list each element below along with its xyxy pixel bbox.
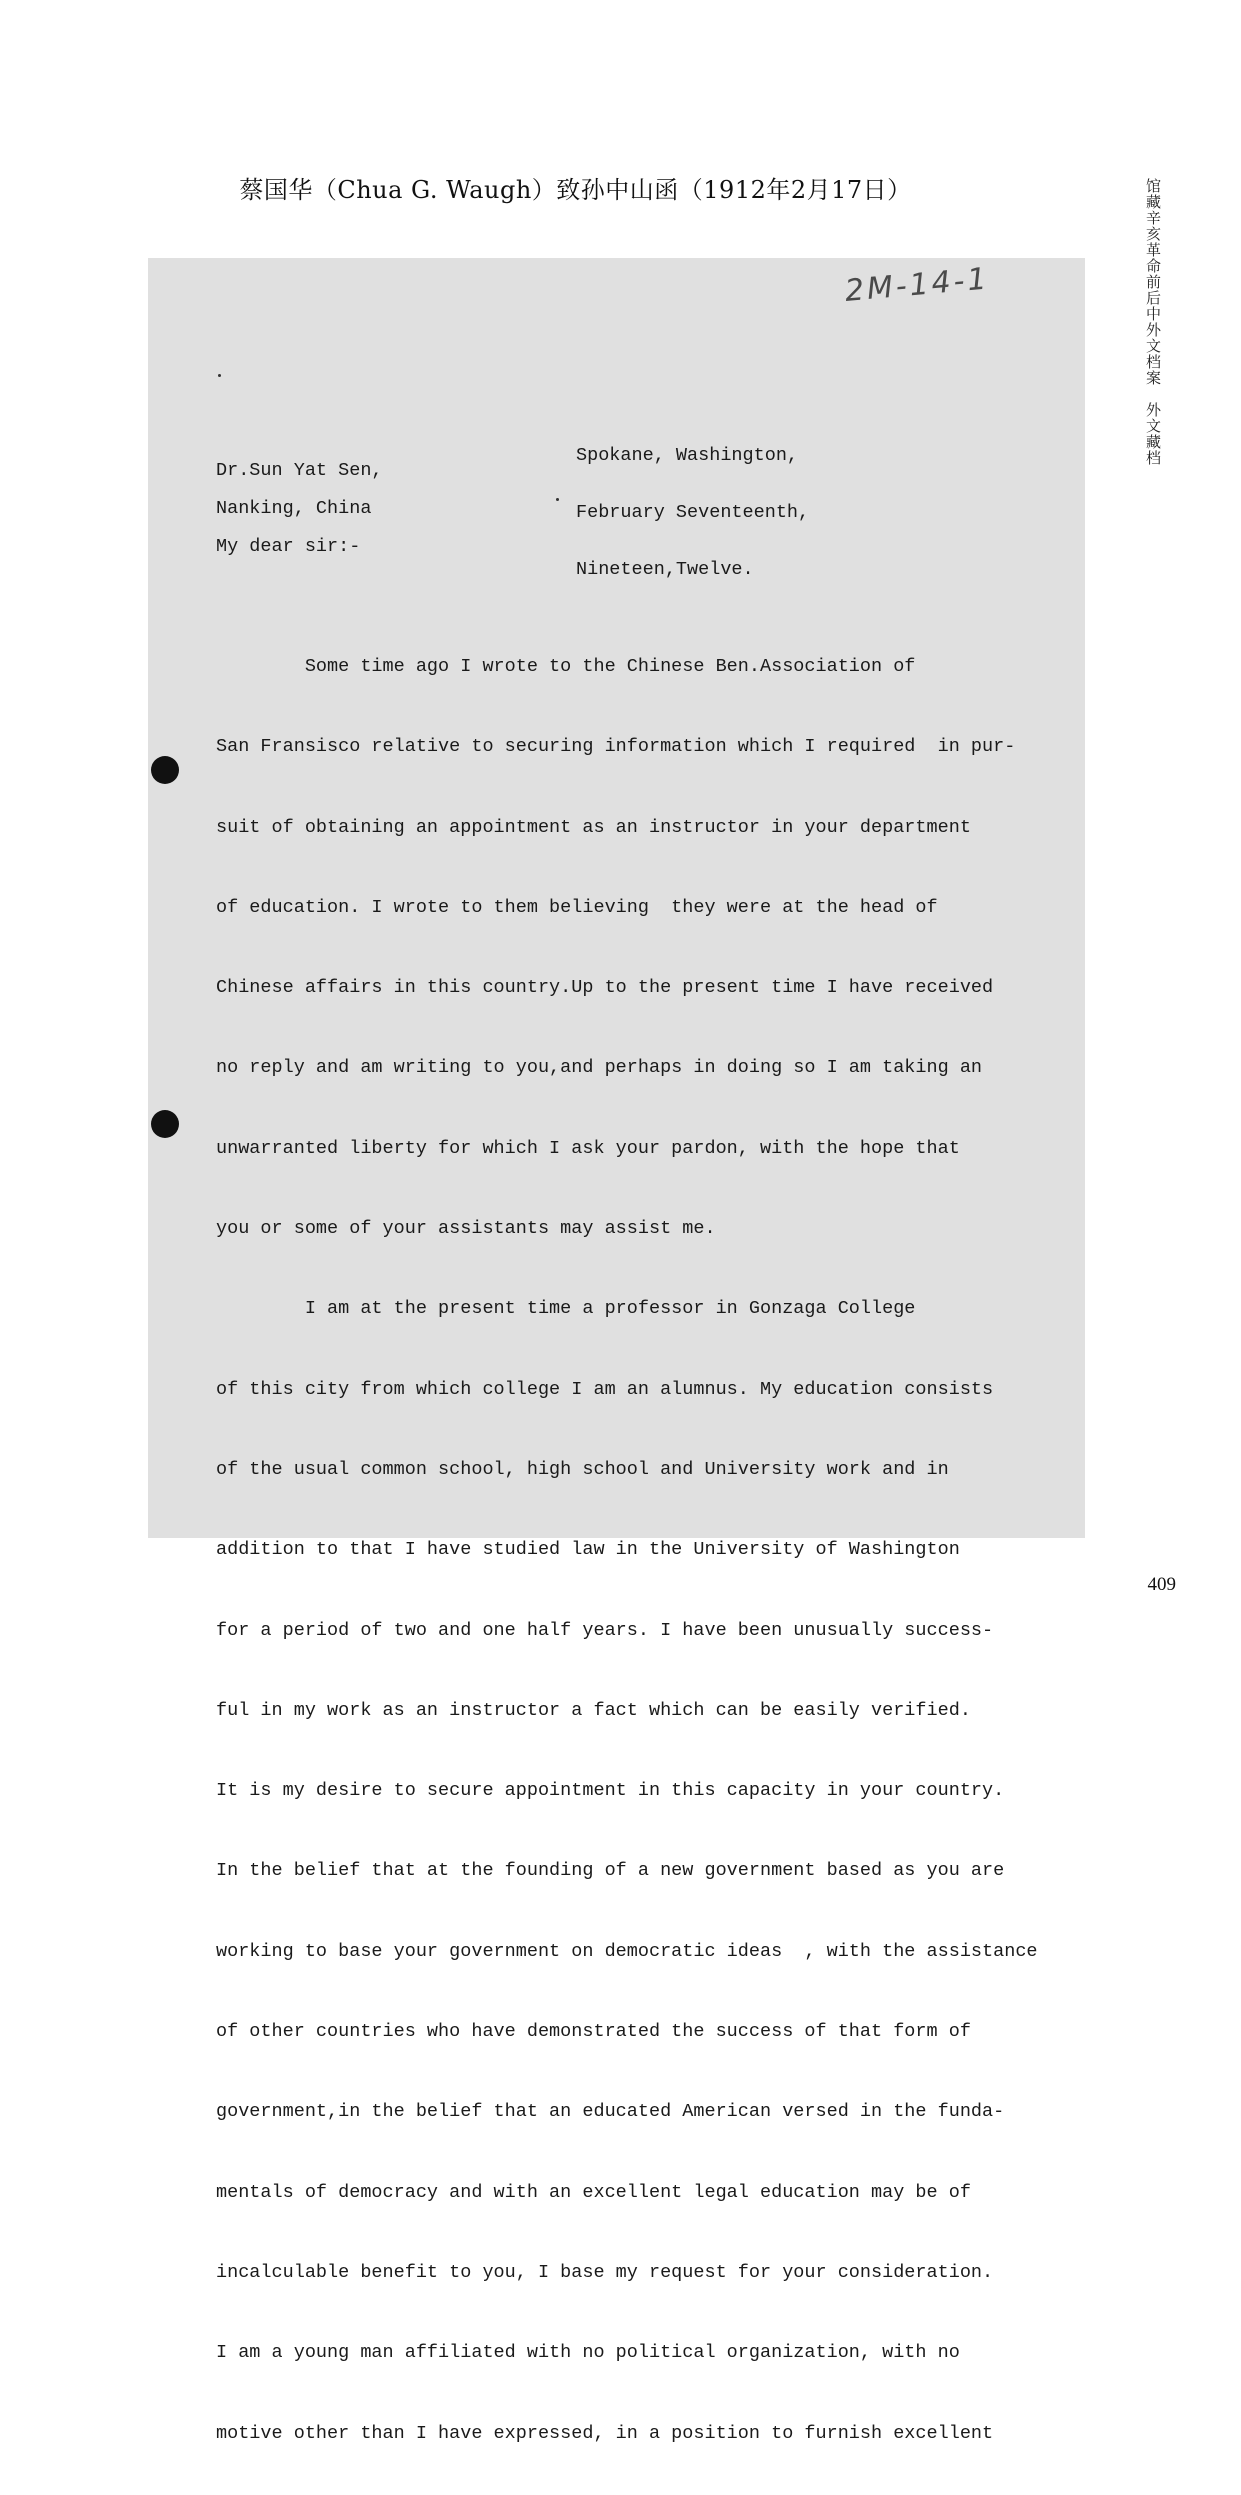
body-line: addition to that I have studied law in the University of Washington: [216, 1539, 960, 1561]
body-line: no reply and am writing to you,and perhaps in doing so I am taking an: [216, 1057, 983, 1079]
dateline-line: February Seventeenth,: [576, 502, 810, 523]
recipient-name: Dr.Sun Yat Sen,: [216, 460, 383, 481]
body-line: suit of obtaining an appointment as an instructor in your department: [216, 816, 971, 838]
body-line: mentals of democracy and with an excellent legal education may be of: [216, 2181, 971, 2203]
series-side-title: 馆藏辛亥革命前后中外文档案 外文藏档: [1144, 178, 1162, 466]
punch-hole: [151, 1110, 179, 1138]
dateline-line: Spokane, Washington,: [576, 445, 799, 466]
letter-scan: [148, 258, 1085, 2444]
body-line: government,in the belief that an educated American versed in the funda-: [216, 2101, 1005, 2123]
body-line: working to base your government on democratic ideas , with the assistance: [216, 1940, 1038, 1962]
body-line: of other countries who have demonstrated the success of that form of: [216, 2021, 971, 2043]
letter-dateline: [576, 408, 809, 617]
body-line: It is my desire to secure appointment in this capacity in your country.: [216, 1780, 1005, 1802]
scan-speck: [556, 498, 559, 501]
punch-hole: [151, 756, 179, 784]
page-title: 蔡国华（Chua G. Waugh）致孙中山函（1912年2月17日）: [239, 176, 912, 204]
body-line: you or some of your assistants may assist me.: [216, 1218, 716, 1240]
body-line: ful in my work as an instructor a fact which can be easily verified.: [216, 1699, 971, 1721]
body-line: I am at the present time a professor in Gonzaga College: [216, 1298, 916, 1320]
scan-speck: [218, 374, 221, 377]
recipient-place: Nanking, China: [216, 498, 372, 519]
body-line: for a period of two and one half years. I have been unusually success-: [216, 1619, 994, 1641]
body-line: of this city from which college I am an alumnus. My education consists: [216, 1378, 994, 1400]
archive-code-handwritten: 2M-14-1: [843, 261, 991, 309]
body-line: In the belief that at the founding of a new government based as you are: [216, 1860, 1005, 1882]
salutation: My dear sir:-: [216, 536, 361, 557]
body-line: I am a young man affiliated with no political organization, with no: [216, 2342, 960, 2364]
body-line: unwarranted liberty for which I ask your pardon, with the hope that: [216, 1137, 960, 1159]
body-line: incalculable benefit to you, I base my request for your consideration.: [216, 2261, 994, 2283]
page-number: 409: [1147, 1574, 1176, 1595]
letter-body: [216, 606, 1038, 2495]
body-line: motive other than I have expressed, in a position to furnish excellent: [216, 2422, 994, 2444]
dateline-line: Nineteen,Twelve.: [576, 559, 754, 580]
body-line: Chinese affairs in this country.Up to the present time I have received: [216, 977, 994, 999]
body-line: of the usual common school, high school and University work and in: [216, 1458, 949, 1480]
body-line: San Fransisco relative to securing information which I required in pur-: [216, 736, 1016, 758]
body-line: Some time ago I wrote to the Chinese Ben.Association of: [216, 656, 916, 677]
body-line: of education. I wrote to them believing they were at the head of: [216, 896, 938, 918]
